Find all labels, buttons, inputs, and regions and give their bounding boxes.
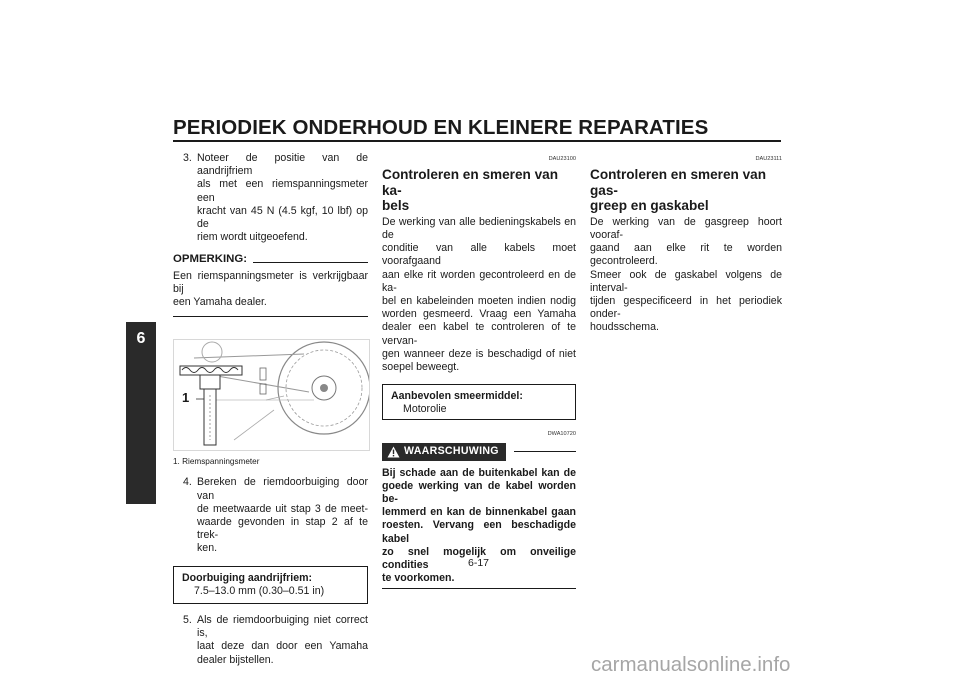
note-text [173,270,368,310]
text-line: dealer een kabel te controleren of te vervan- [382,321,576,347]
spec-value: 7.5–13.0 mm (0.30–0.51 in) [194,584,325,597]
text-line: Bereken de riemdoorbuiging door van [197,476,368,502]
step-3 [173,152,368,244]
text-line: zo snel mogelijk om onveilige condities [382,545,576,571]
text-line: laat deze dan door een Yamaha [197,640,368,653]
column-1 [173,152,368,667]
step-text [197,476,368,555]
warning-end-rule [382,588,576,589]
section-title [382,167,576,214]
text-line: tijden gespecificeerd in het periodiek onder- [590,294,782,321]
warning-header [382,443,576,460]
text-line: als met een riemspanningsmeter een [197,178,368,204]
spec-title: Doorbuiging aandrijfriem: [182,571,313,584]
text-line: conditie van alle kabels moet voorafgaand [382,242,576,268]
text-line: goede werking van de kabel worden be- [382,479,576,505]
belt-tension-illustration [174,340,369,450]
text-line: worden gesmeerd. Vraag een Yamaha [382,308,576,321]
section-title [590,167,782,214]
text-line: soepel beweegt. [382,360,460,373]
text-line: Noteer de positie van de aandrijfriem [197,152,368,178]
warning-triangle-icon [387,446,400,458]
column-3 [590,153,782,335]
text-line: Een riemspanningsmeter is verkrijgbaar bij [173,269,368,295]
page-title: PERIODIEK ONDERHOUD EN KLEINERE REPARATIES [173,116,709,139]
watermark: carmanualsonline.info [591,653,791,676]
section-code: DAU23111 [755,156,782,162]
step-4 [173,476,368,555]
note-end-rule [173,316,368,317]
text-line: aan elke rit worden gecontroleerd en de ka- [382,268,576,294]
chapter-tab [126,322,156,504]
page-number: 6-17 [468,557,490,569]
section-body [590,216,782,335]
text-line: roesten. Vervang een beschadigde kabel [382,519,576,545]
text-line: bel en kabeleinden moeten indien nodig [382,294,576,307]
text-line: een Yamaha dealer. [173,296,267,309]
text-line: riem wordt uitgeoefend. [197,231,308,244]
lubricant-title: Aanbevolen smeermiddel: [391,390,523,403]
belt-tension-figure [173,339,370,451]
warning-label: WAARSCHUWING [404,445,499,458]
text-line: kracht van 45 N (4.5 kgf, 10 lbf) op de [197,204,368,231]
step-number: 3. [183,152,192,164]
text-line: houdsschema. [590,321,659,334]
column-2 [382,153,576,589]
text-line: Smeer ook de gaskabel volgens de interval- [590,268,782,294]
text-line: lemmerd en kan de binnenkabel gaan [382,506,576,519]
section-body [382,216,576,374]
warning-code: DWA10720 [547,431,576,438]
text-line: gaand aan elke rit te worden gecontroleerd. [590,242,782,268]
text-line: de meetwaarde uit stap 3 de meet- [197,502,368,515]
note-label: OPMERKING: [173,253,248,266]
step-number: 4. [183,476,192,489]
figure-caption: 1. Riemspanningsmeter [173,457,260,467]
text-line: ken. [197,542,218,555]
spec-box [173,566,368,604]
text-line: Bij schade aan de buitenkabel kan de [382,466,576,479]
note-heading [173,253,368,266]
title-line: Controleren en smeren van ka- [382,167,559,198]
chapter-number: 6 [136,330,146,347]
text-line: De werking van de gasgreep hoort vooraf- [590,215,782,241]
section-code: DAU23100 [548,156,576,162]
note-rule [253,262,368,263]
warning-rule [514,451,576,452]
lubricant-value: Motorolie [403,403,447,416]
text-line: Als de riemdoorbuiging niet correct is, [197,614,368,640]
text-line: te voorkomen. [382,572,455,585]
step-5 [173,614,368,667]
step-text [197,614,368,667]
warning-badge [382,443,506,460]
title-line: bels [382,198,410,214]
text-line: dealer bijstellen. [197,653,274,666]
text-line: De werking van alle bedieningskabels en de [382,215,576,241]
step-text [197,152,368,244]
lubricant-box [382,384,576,420]
figure-callout-1: 1 [182,390,190,406]
step-number: 5. [183,614,192,627]
text-line: waarde gevonden in stap 2 af te trek- [197,516,368,542]
title-line: greep en gaskabel [590,198,709,214]
title-line: Controleren en smeren van gas- [590,167,767,198]
text-line: gen wanneer deze is beschadigd of niet [382,347,576,360]
title-rule [173,140,781,142]
